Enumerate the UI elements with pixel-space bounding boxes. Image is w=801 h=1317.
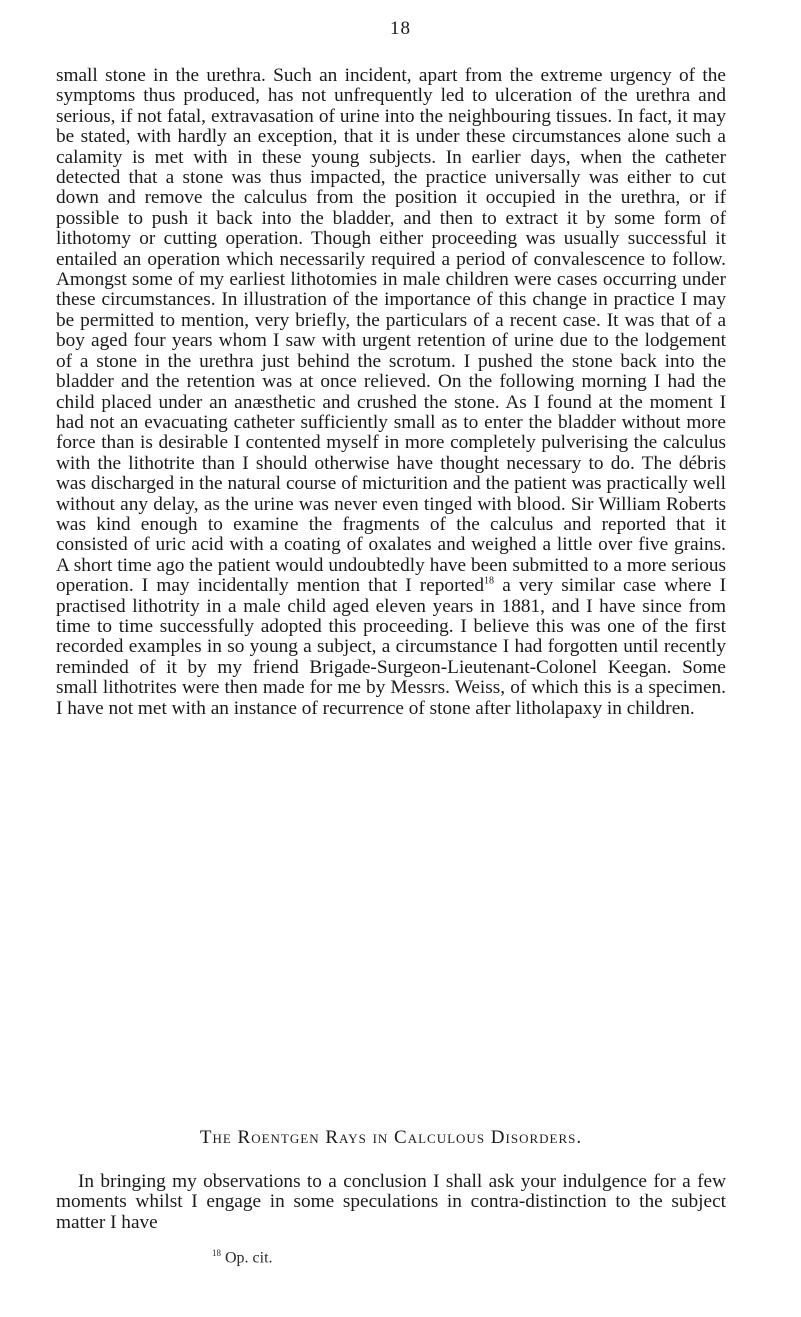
footnote (212, 1248, 273, 1267)
footnote-text: Op. cit. (225, 1249, 273, 1267)
footnote-reference: 18 (484, 575, 495, 587)
paragraph (56, 66, 726, 719)
section-heading: The Roentgen Rays in Calculous Disorders. (199, 1127, 583, 1148)
footnote-marker: 18 (212, 1248, 221, 1258)
section-paragraph: In bringing my observations to a conclusion I shall ask your indulgence for a few moments whilst I engage in some speculations in contra-distinction to the subject matter I have (56, 1171, 726, 1233)
paragraph-text: small stone in the urethra. Such an incident, apart from the extreme urgency of the symptoms thus produced, has not unfrequently led to ulceration of the urethra and serious, if not fatal, extravasation of urine into the neighbouring tissues. In fact, it may be stated, with hardly an exception, that it is under these circumstances alone such a calamity is met with in these young subjects. In earlier days, when the catheter detected that a stone was thus impacted, the practice universally was either to cut down and remove the calculus from the position it occupied in the urethra, or if possible to push it back into the bladder, and then to extract it by some form of lithotomy or cutting operation. Though either proceeding was usually successful it entailed an operation which necessarily required a period of convalescence to follow. Amongst some of my earliest lithotomies in male children were cases occurring under these circumstances. In illustration of the importance of this change in practice I may be permitted to mention, very briefly, the particulars of a recent case. It was that of a boy aged four years whom I saw with urgent retention of urine due to the lodgement of a stone in the urethra just behind the scrotum. I pushed the stone back into the bladder and the retention was at once relieved. On the following morning I had the child placed under an anæsthetic and crushed the stone. As I found at the moment I had not an evacuating catheter sufficiently small as to enter the bladder without more force than is desirable I contented myself in more completely pulverising the calculus with the lithotrite than I should otherwise have thought necessary to do. The débris was discharged in the natural course of micturition and the patient was practically well without any delay, as the urine was never even tinged with blood. Sir William Roberts was kind enough to examine the fragments of the calculus and reported that it consisted of uric acid with a coating of oxalates and weighed a little over five grains. A short time ago the patient would undoubtedly have been submitted to a more serious operation. I may incidentally mention that I reported (56, 65, 726, 597)
body-text (56, 66, 726, 719)
page-number (0, 18, 801, 40)
section-body (56, 1172, 726, 1233)
page-number-text: 18 (390, 18, 411, 39)
paragraph-text-continued: a very similar case where I practised lithotrity in a male child aged eleven years in 1881, and I have since from time to time successfully adopted this proceeding. I believe this was one of the first recorded examples in so young a subject, a circumstance I had forgotten until recently reminded of it by my friend Brigade-Surgeon-Lieutenant-Colonel Keegan. Some small lithotrites were then made for me by Messrs. Weiss, of which this is a specimen. I have not met with an instance of recurrence of stone after litholapaxy in children. (56, 575, 726, 719)
